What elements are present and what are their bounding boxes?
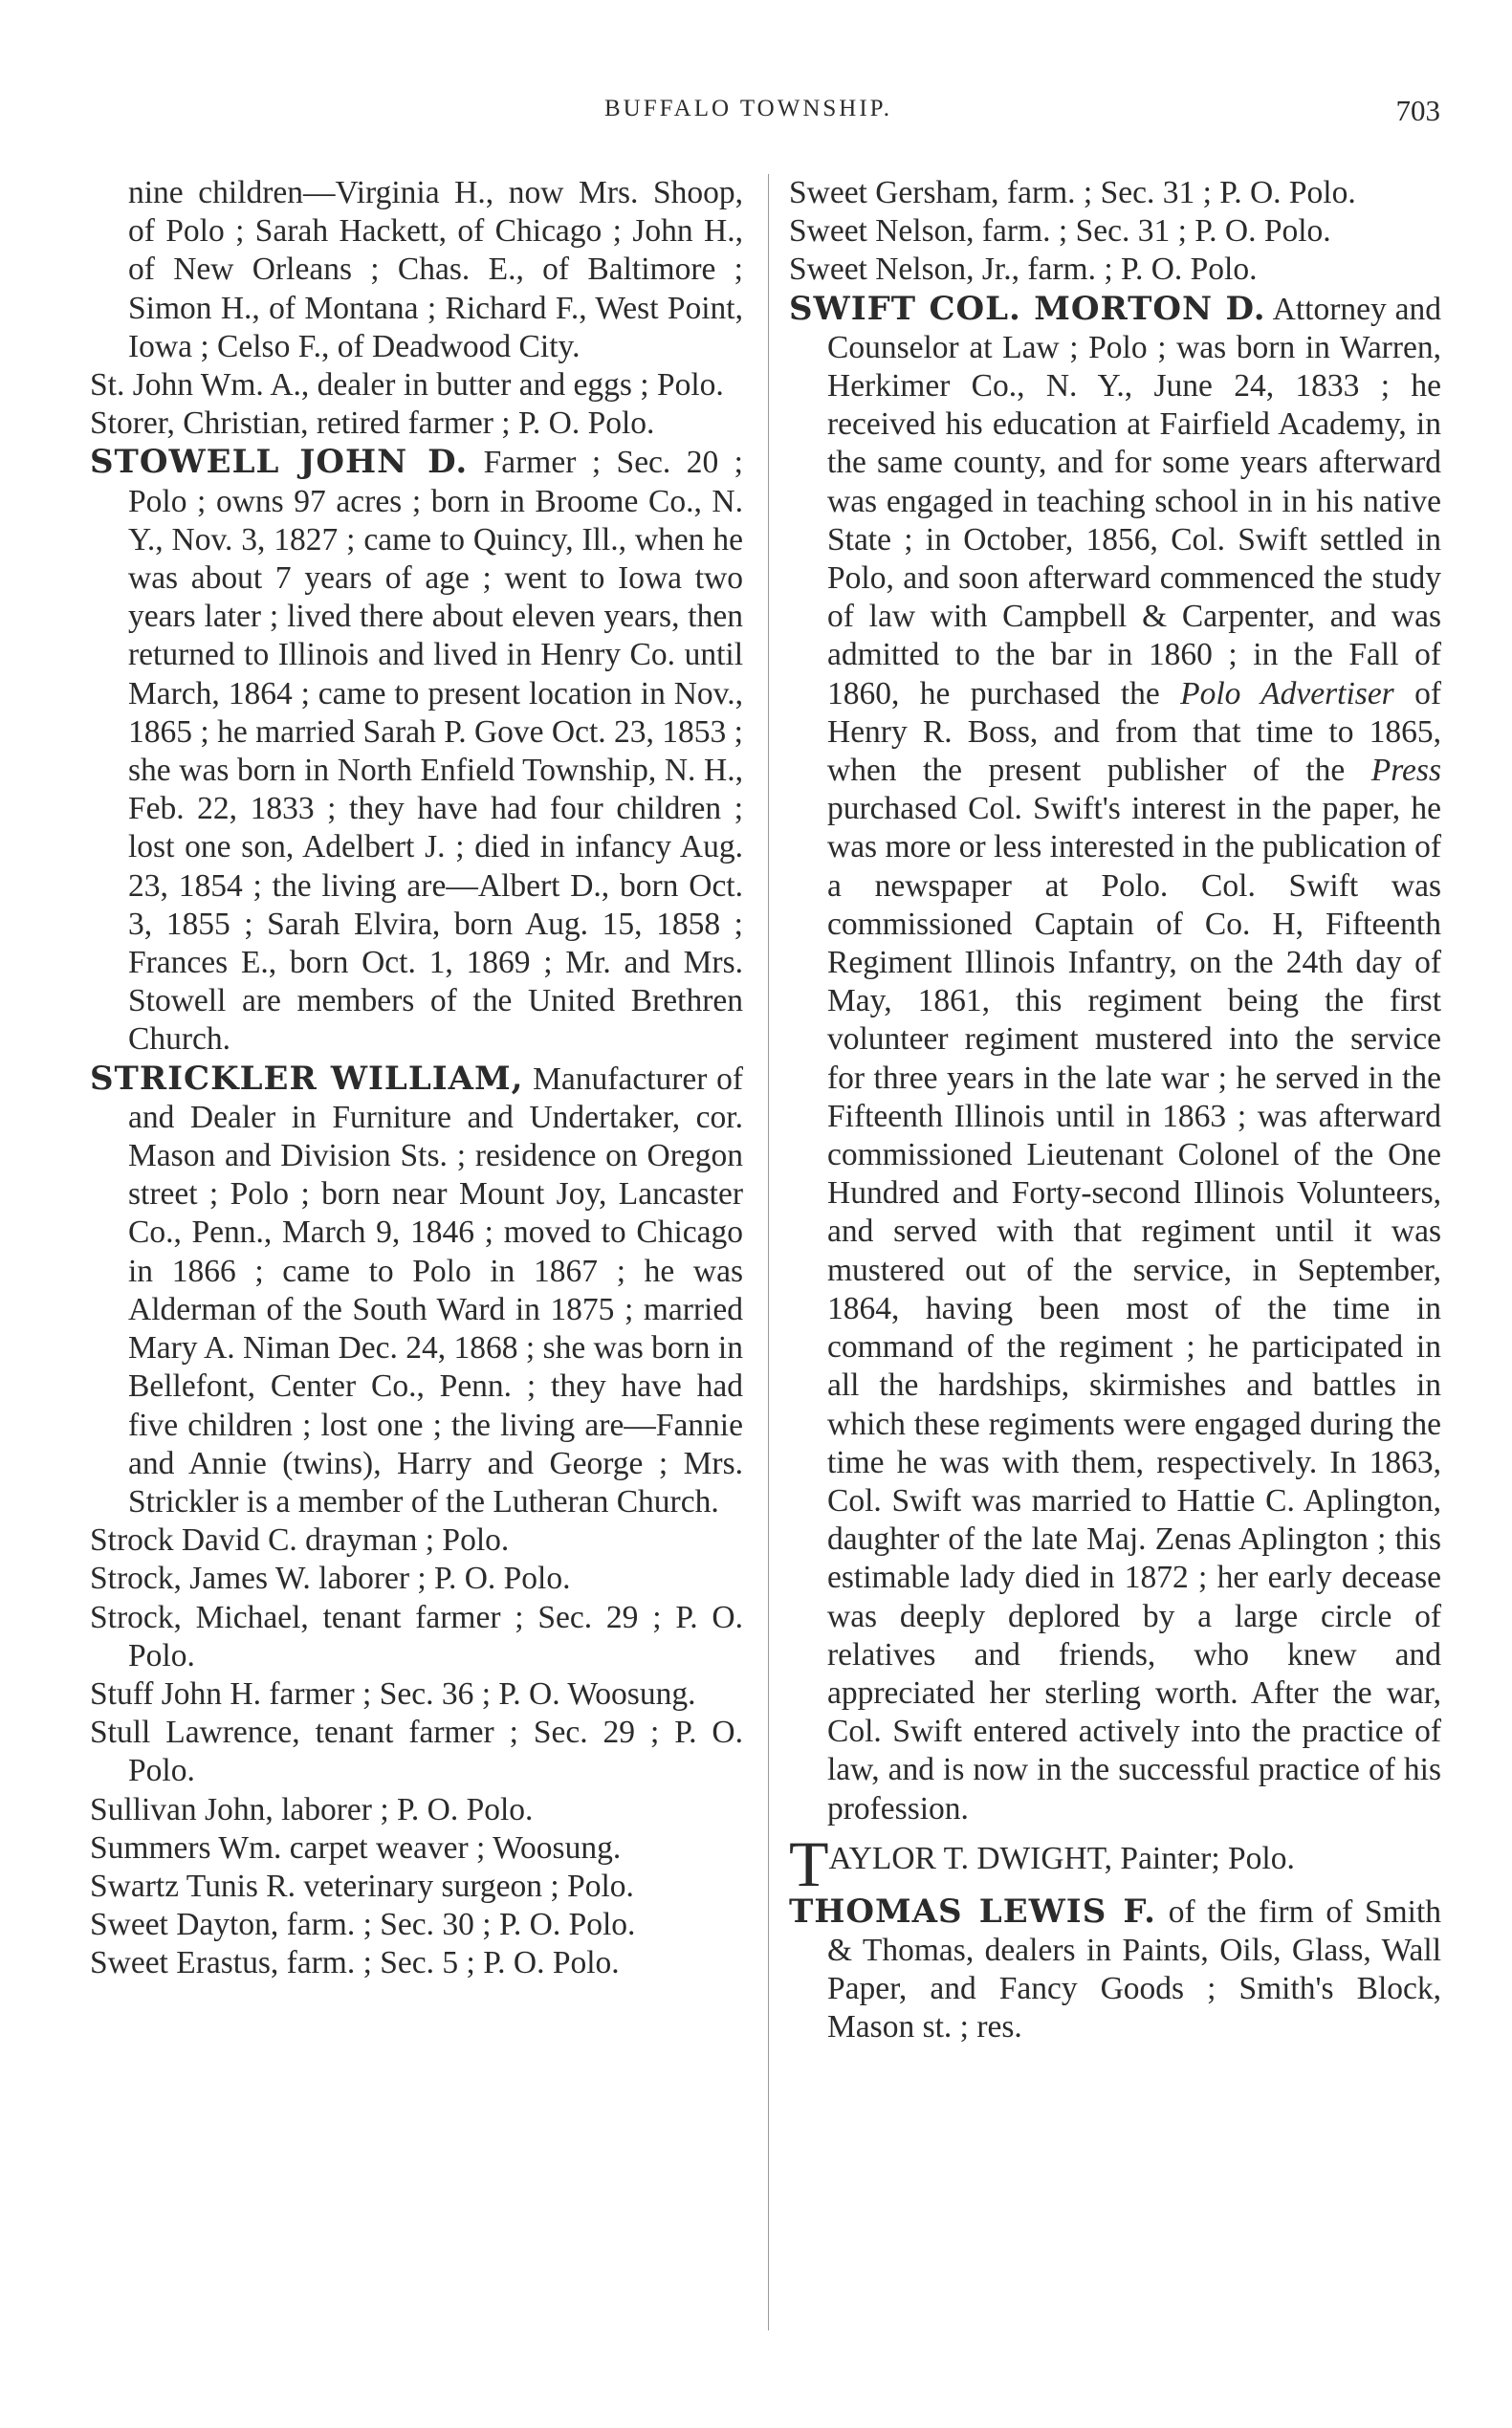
entry-strock-david: Strock David C. drayman ; Polo. [90, 1522, 510, 1559]
entry-sweet-nelson: Sweet Nelson, farm. ; Sec. 31 ; P. O. Polo. [789, 213, 1331, 250]
entry-stull: Stull Lawrence, tenant farmer ; Sec. 29 ; P. O. Polo. [90, 1715, 743, 1789]
entry-stowell [90, 443, 743, 1059]
entry-thomas [789, 1892, 1441, 2047]
newspaper-name-advertiser: Polo Advertiser [1180, 675, 1394, 711]
entry-text-swift-3: purchased Col. Swift's interest in the paper, he was more or less interested in the publication of a newspaper at Polo. Col. Swift was commissioned Captain of Co. H, Fifteenth Regiment Illinois Infantry, on the 24th day of May, 1861, this regiment being the first volunteer regiment mustered into the service for three years in the late war ; he served in the Fifteenth Illinois until in 1863 ; was afterward commissioned Lieutenant Colonel of the One Hundred and Forty-second Illinois Volunteers, and served with that regiment until it was mustered out of the service, in September, 1864, having been most of the time in command of the regiment ; he participated in all the hardships, skirmishes and battles in which these regiments were engaged during the time he was with them, respectively. In 1863, Col. Swift was married to Hattie C. Aplington, daughter of the late Maj. Zenas Aplington ; this estimable lady died in 1872 ; her early decease was deeply deplored by a large circle of relatives and friends, who knew and appreciated her sterling worth. After the war, Col. Swift entered actively into the practice of law, and is now in the successful practice of his profession. [827, 791, 1441, 1826]
entry-strock-michael: Strock, Michael, tenant farmer ; Sec. 29 ; P. O. Polo. [90, 1599, 743, 1673]
entry-sweet-gersham: Sweet Gersham, farm. ; Sec. 31 ; P. O. Polo. [789, 175, 1356, 210]
newspaper-name-press: Press [1370, 753, 1441, 789]
entry-text-taylor: AYLOR T. DWIGHT, Painter; Polo. [828, 1840, 1295, 1876]
entry-summers: Summers Wm. carpet weaver ; Woosung. [90, 1829, 622, 1866]
column-divider [768, 174, 769, 2330]
entry-text-strickler: Manufacturer of and Dealer in Furniture and Undertaker, cor. Mason and Division Sts. ; residence on Oregon street ; Polo ; born near Mount Joy, Lancaster Co., Penn., March 9, 1846 ; moved to Chicago in 1866 ; came to Polo in 1867 ; he was Alderman of the South Ward in 1875 ; married Mary A. Niman Dec. 24, 1868 ; she was born in Bellefont, Center Co., Penn. ; they have had five children ; lost one ; the living are—Fannie and Annie (twins), Harry and George ; Mrs. Strickler is a member of the Lutheran Church. [128, 1061, 743, 1520]
entry-text-swift-2: of Henry R. Boss, and from that time to 1865, when the present publisher of the [827, 675, 1441, 789]
entry-text-swift-1: Attorney and Counselor at Law ; Polo ; was born in Warren, Herkimer Co., N. Y., June 24, 1833 ; he received his education at Fairfield Academy, in the same county, and for some years afterward was engaged in teaching school in in his native State ; in October, 1856, Col. Swift settled in Polo, and soon afterward commenced the study of law with Campbell & Carpenter, and was admitted to the bar in 1860 ; in the Fall of 1860, he purchased the [827, 291, 1442, 711]
right-column [789, 174, 1441, 2047]
running-title: BUFFALO TOWNSHIP. [604, 96, 893, 121]
entry-name-thomas: THOMAS LEWIS F. [789, 1892, 1156, 1931]
entry-name-strickler: STRICKLER WILLIAM, [90, 1059, 524, 1098]
entry-taylor [789, 1826, 1441, 1900]
entry-name-stowell: STOWELL JOHN D. [90, 443, 469, 482]
entry-strock-james: Strock, James W. laborer ; P. O. Polo. [90, 1561, 571, 1597]
entry-swift [789, 290, 1441, 1828]
entry-strickler [90, 1060, 743, 1521]
entry-name-swift: SWIFT COL. MORTON D. [789, 289, 1266, 328]
entry-text-thomas: of the firm of Smith & Thomas, dealers in Paints, Oils, Glass, Wall Paper, and Fancy Goods ; Smith's Block, Mason st. ; res. [827, 1893, 1442, 2045]
entry-text-stowell: Farmer ; Sec. 20 ; Polo ; owns 97 acres ; born in Broome Co., N. Y., Nov. 3, 1827 ; came to Quincy, Ill., when he was about 7 years of age ; went to Iowa two years later ; lived there about eleven years, then returned to Illinois and lived in Henry Co. until March, 1864 ; came to present location in Nov., 1865 ; he married Sarah P. Gove Oct. 23, 1853 ; she was born in North Enfield Township, N. H., Feb. 22, 1833 ; they have had four children ; lost one son, Adelbert J. ; died in infancy Aug. 23, 1854 ; the living are—Albert D., born Oct. 3, 1855 ; Sarah Elvira, born Aug. 15, 1858 ; Frances E., born Oct. 1, 1869 ; Mr. and Mrs. Stowell are members of the United Brethren Church. [128, 445, 743, 1058]
drop-cap-initial: T [789, 1826, 829, 1900]
entry-stuff: Stuff John H. farmer ; Sec. 36 ; P. O. Woosung. [90, 1675, 696, 1712]
entry-storer: Storer, Christian, retired farmer ; P. O. Polo. [90, 405, 655, 442]
page-number: 703 [1395, 94, 1440, 127]
entry-swartz: Swartz Tunis R. veterinary surgeon ; Polo. [90, 1868, 634, 1904]
entry-sweet-nelson-jr: Sweet Nelson, Jr., farm. ; P. O. Polo. [789, 252, 1258, 288]
left-column [90, 174, 743, 1983]
entry-sweet-erastus: Sweet Erastus, farm. ; Sec. 5 ; P. O. Polo. [90, 1945, 620, 1981]
entry-sweet-dayton: Sweet Dayton, farm. ; Sec. 30 ; P. O. Polo. [90, 1907, 636, 1943]
entry-st-john: St. John Wm. A., dealer in butter and eggs ; Polo. [90, 367, 724, 404]
entry-sullivan: Sullivan John, laborer ; P. O. Polo. [90, 1791, 534, 1827]
running-header [0, 94, 1512, 132]
entry-continuation: nine children—Virginia H., now Mrs. Shoop, of Polo ; Sarah Hackett, of Chicago ; John H., of New Orleans ; Chas. E., of Baltimore ; Simon H., of Montana ; Richard F., West Point, Iowa ; Celso F., of Deadwood City. [128, 175, 743, 364]
